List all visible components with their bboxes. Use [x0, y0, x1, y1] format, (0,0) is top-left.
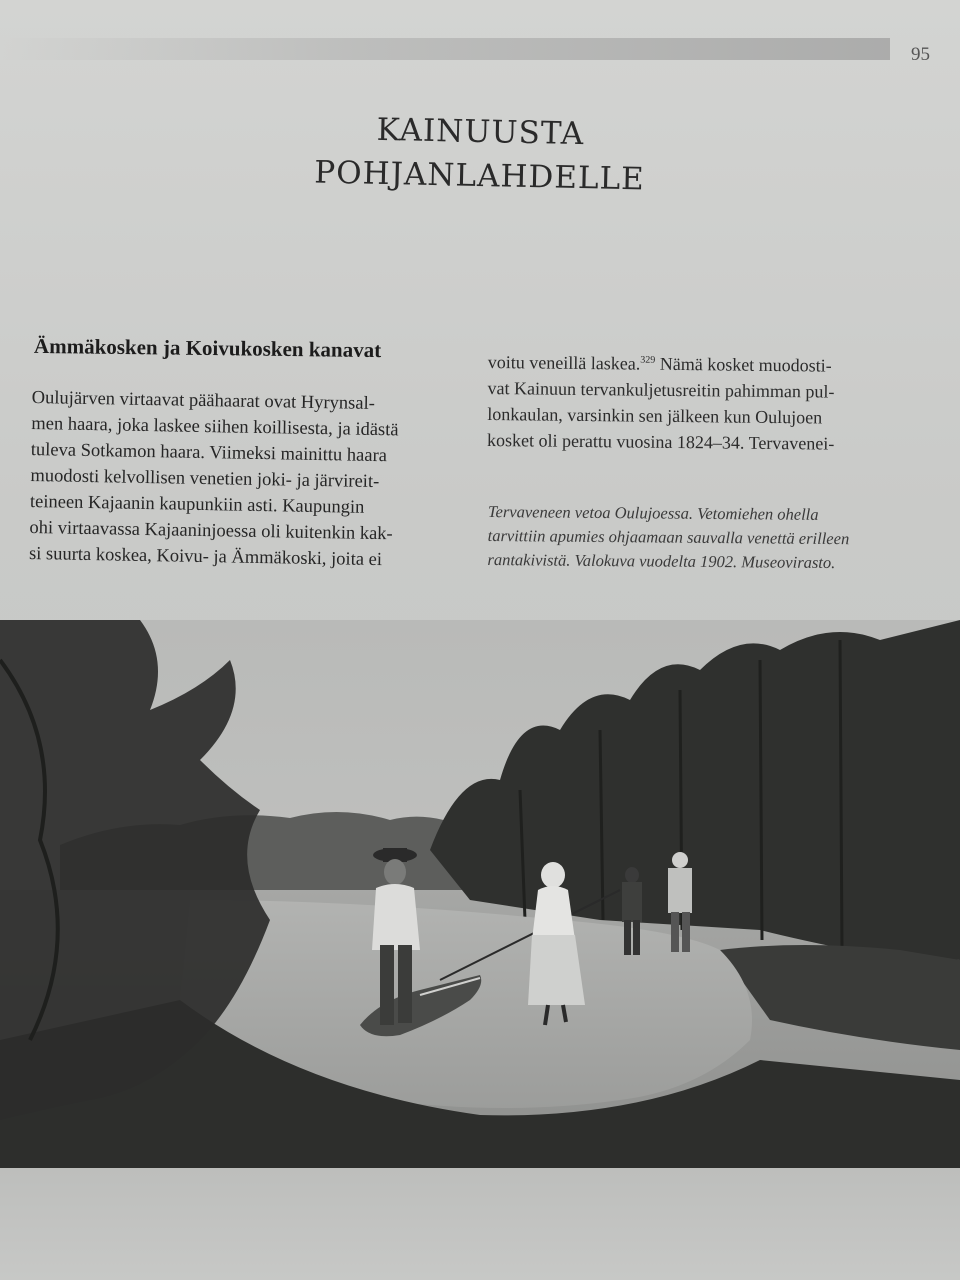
body-line	[488, 346, 892, 379]
photo-illustration	[0, 620, 960, 1168]
body-line: vat Kainuun tervankuljetusreitin pahimman pul-	[487, 377, 835, 402]
page-bottom-margin	[0, 1168, 960, 1280]
body-line: ohi virtaavassa Kajaaninjoessa oli kuitenkin kak-	[29, 517, 393, 545]
body-line: teineen Kajaanin kaupunkiin asti. Kaupungin	[29, 491, 365, 518]
body-line: muodosti kelvollisen venetien joki- ja järvireit-	[30, 465, 380, 493]
body-text-right-column	[487, 346, 892, 457]
page-header-band	[0, 38, 890, 60]
photo-caption	[487, 500, 888, 575]
footnote-reference: 329	[640, 354, 656, 366]
caption-line: Tervaveneen vetoa Oulujoessa. Vetomiehen ohella	[487, 501, 819, 524]
body-line-start: voitu veneillä laskea.	[487, 351, 641, 374]
chapter-title-line-1: KAINUUSTA	[376, 111, 585, 153]
chapter-title-line-2: POHJANLAHDELLE	[313, 154, 646, 198]
historical-photograph	[0, 620, 960, 1168]
body-line: Oulujärven virtaavat päähaarat ovat Hyrynsal-	[31, 387, 376, 414]
body-line: kosket oli perattu vuosina 1824–34. Tervavenei-	[486, 429, 835, 454]
page-number: 95	[911, 44, 930, 65]
body-text-left-column	[29, 385, 464, 575]
body-line-rest: Nämä kosket muodosti-	[655, 353, 832, 376]
caption-line: rantakivistä. Valokuva vuodelta 1902. Museovirasto.	[487, 549, 836, 573]
body-line: tuleva Sotkamon haara. Viimeksi mainittu haara	[30, 439, 388, 467]
body-line: men haara, joka laskee siihen koillisesta, ja idästä	[31, 413, 399, 441]
caption-line: tarvittiin apumies ohjaamaan sauvalla venettä erilleen	[487, 525, 850, 549]
body-line: lonkaulan, varsinkin sen jälkeen kun Oulujoen	[487, 403, 823, 428]
chapter-title	[299, 106, 661, 202]
section-heading: Ämmäkosken ja Koivukosken kanavat	[33, 333, 382, 363]
body-line: si suurta koskea, Koivu- ja Ämmäkoski, joita ei	[28, 543, 383, 571]
